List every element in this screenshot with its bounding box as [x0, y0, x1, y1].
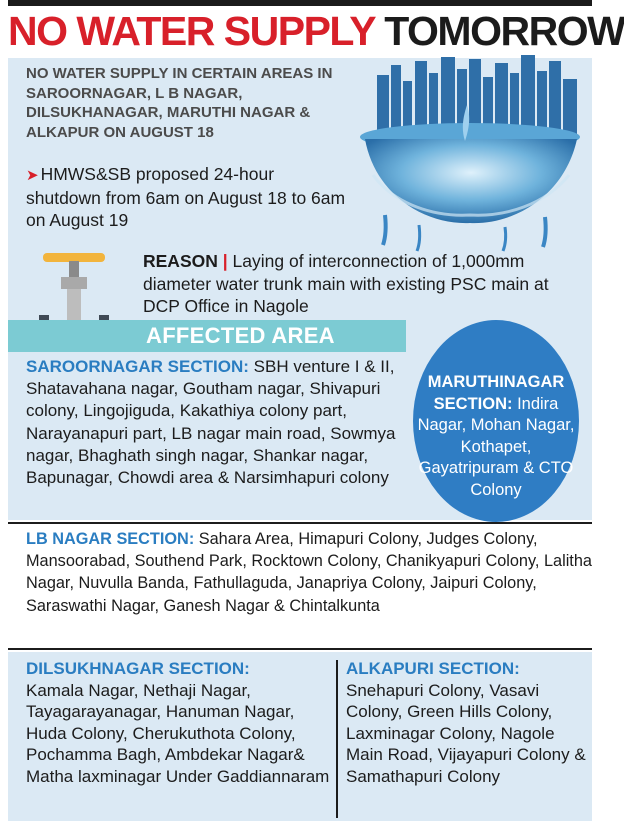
water-hands-city-illustration [355, 55, 585, 255]
vertical-divider [336, 660, 338, 818]
alkapuri-heading: ALKAPURI SECTION: [346, 659, 520, 678]
lbnagar-areas: Sahara Area, Himapuri Colony, Judges Colony, Mansoorabad, Southend Park, Rocktown Colony, Chanikyapuri Colony, Lalitha Nagar, Nuvulla Banda, Fathullaguda, Janapriya Colony, Jaipuri Colony, Saraswathi Nagar, Ganesh Nagar & Chintalkunta [26, 530, 592, 615]
maruthinagar-areas: Indira Nagar, Mohan Nagar, Kothapet, Gayatripuram & CTO Colony [417, 394, 575, 499]
reason-block [143, 250, 588, 318]
saroornagar-areas: SBH venture I & II, Shatavahana nagar, Goutham nagar, Shivapuri colony, Lingojiguda, Kakathiya colony part, Narayanapuri part, LB nagar main road, Sowmya nagar, Bhaghath singh nagar, Shankar nagar, Bapunagar, Chowdi area & Narsimhapuri colony [26, 357, 396, 488]
lbnagar-heading: LB NAGAR SECTION: [26, 530, 195, 548]
divider [8, 648, 592, 650]
intro-text: NO WATER SUPPLY IN CERTAIN AREAS IN SAROORNAGAR, L B NAGAR, DILSUKHANAGAR, MARUTHI NAGAR & ALKAPUR ON AUGUST 18 [26, 65, 333, 141]
dilsukhnagar-areas: Kamala Nagar, Nethaji Nagar, Tayagarayanagar, Hanuman Nagar, Huda Colony, Cherukuthota Colony, Pochamma Bagh, Ambdekar Nagar& Matha laxminagar Under Gaddiannaram [26, 680, 330, 786]
headline-part-1: NO WATER SUPPLY [8, 8, 375, 54]
dilsukhnagar-section [26, 658, 332, 787]
affected-area-title: AFFECTED AREA [146, 323, 335, 348]
alkapuri-areas: Snehapuri Colony, Vasavi Colony, Green Hills Colony, Laxminagar Colony, Nagole Main Road, Vijayapuri Colony & Samathapuri Colony [346, 680, 586, 786]
maruthinagar-heading: MARUTHINAGAR SECTION: [427, 373, 565, 413]
lbnagar-section [26, 528, 592, 617]
dilsukhnagar-heading: DILSUKHNAGAR SECTION: [26, 659, 250, 678]
reason-text: Laying of interconnection of 1,000mm diameter water trunk main with existing PSC main at DCP Office in Nagole [143, 251, 549, 316]
alkapuri-section [346, 658, 590, 787]
reason-separator: | [222, 251, 228, 271]
reason-label: REASON [143, 251, 218, 271]
saroornagar-heading: SAROORNAGAR SECTION: [26, 357, 249, 376]
shutdown-text: HMWS&SB proposed 24-hour shutdown from 6am on August 18 to 6am on August 19 [26, 164, 346, 230]
triangle-arrow-icon: ➤ [26, 167, 39, 184]
divider [8, 522, 592, 524]
maruthinagar-section [413, 372, 579, 501]
headline-part-2: TOMORROW [384, 8, 624, 54]
saroornagar-section [26, 356, 410, 489]
affected-area-band [8, 320, 406, 352]
headline [8, 6, 624, 56]
shutdown-bullet [26, 163, 346, 231]
